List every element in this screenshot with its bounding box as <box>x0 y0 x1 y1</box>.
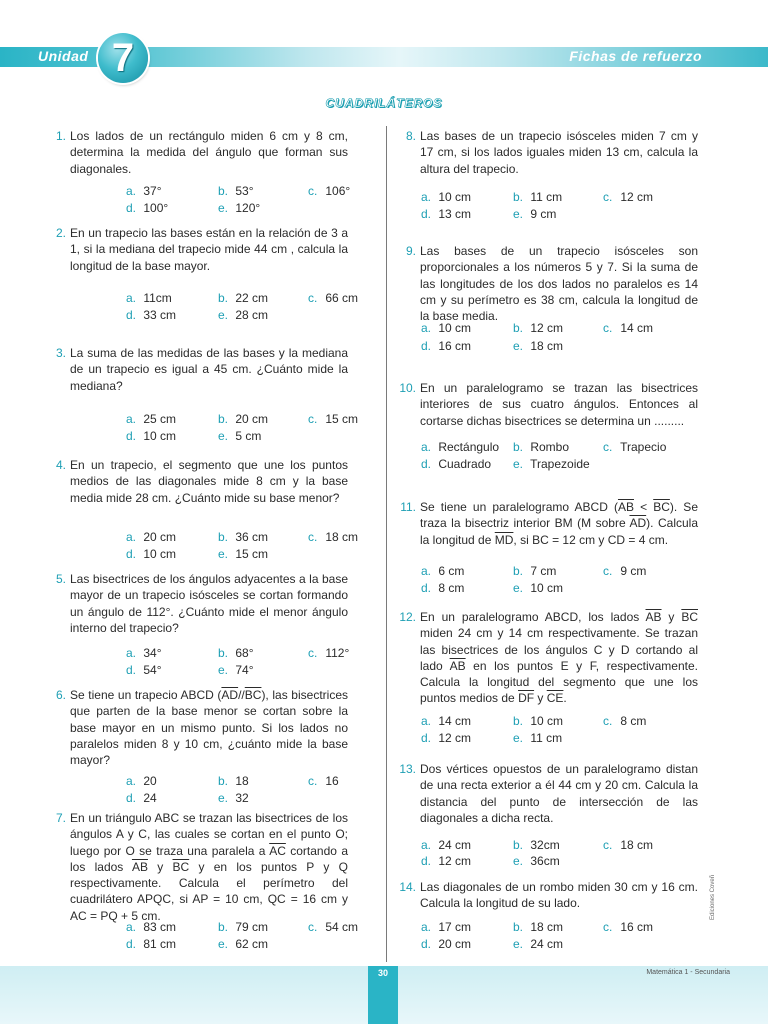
option-b: b. 53° <box>218 184 254 198</box>
question-text: Se tiene un paralelogramo ABCD $(\overline{AB} < \overline{BC})$. Se traza la bisectriz interior BM (M sobre $\overline{AD}$). Calcula la longitud de $\overline{MD}$, si BC = 12 cm y CD = 4 cm. <box>420 500 698 547</box>
option-d: d. 12 cm <box>421 731 472 745</box>
option-d: d. 10 cm <box>126 547 177 561</box>
option-e: e. 5 cm <box>218 429 262 443</box>
option-a: a. 20 <box>126 774 157 788</box>
option-b: b. 22 cm <box>218 291 269 305</box>
option-e: e. Trapezoide <box>513 457 590 471</box>
question-text: Dos vértices opuestos de un paralelogramo distan de una recta exterior a él 44 cm y 20 cm. Calcula la distancia del punto de intersección de las diagonales a dicha recta. <box>420 762 698 825</box>
question-number: 10. <box>399 381 416 395</box>
option-a: a. 83 cm <box>126 920 177 934</box>
option-a: a. Rectángulo <box>421 440 500 454</box>
option-d: d. 81 cm <box>126 937 177 951</box>
option-d: d. 8 cm <box>421 581 465 595</box>
column-divider <box>386 126 387 962</box>
option-a: a. 14 cm <box>421 714 472 728</box>
option-c: c. 54 cm <box>308 920 359 934</box>
question-number: 11. <box>400 500 416 514</box>
question-number: 7. <box>55 811 66 825</box>
question-number: 13. <box>399 762 416 776</box>
option-c: c. 18 cm <box>603 838 654 852</box>
question-number: 8. <box>405 129 416 143</box>
option-c: c. 8 cm <box>603 714 647 728</box>
question-number: 14. <box>399 880 416 894</box>
option-e: e. 10 cm <box>513 581 564 595</box>
option-b: b. 20 cm <box>218 412 269 426</box>
question-text: Las diagonales de un rombo miden 30 cm y 16 cm. Calcula la longitud de su lado. <box>420 880 698 911</box>
question-text: En un trapecio las bases están en la relación de 3 a 1, si la mediana del trapecio mide 44 cm , calcula la longitud de la base mayor. <box>70 226 348 273</box>
option-e: e. 74° <box>218 663 254 677</box>
option-b: b. 68° <box>218 646 254 660</box>
option-e: e. 11 cm <box>513 731 563 745</box>
option-d: d. 12 cm <box>421 854 472 868</box>
option-b: b. Rombo <box>513 440 570 454</box>
question-text: Se tiene un trapecio ABCD $(\overline{AD}//\overline{BC})$, las bisectrices que parten de la base menor se cortan sobre la base mayor en un mismo punto. Si los lados no paralelos miden 8 y 10 cm, ¿cuánto mide la base mayor? <box>70 688 348 768</box>
option-e: e. 9 cm <box>513 207 557 221</box>
question-number: 1. <box>55 129 66 143</box>
option-b: b. 12 cm <box>513 321 564 335</box>
question-text: Las bases de un trapecio isósceles son proporcionales a los números 5 y 7. Si la suma de las longitudes de los dos lados no paralelos es 14 cm y su perímetro es 38 cm, calcula la longitud de la base media. <box>420 244 698 324</box>
option-b: b. 36 cm <box>218 530 269 544</box>
option-d: d. 10 cm <box>126 429 177 443</box>
question-text: Las bases de un trapecio isósceles miden 7 cm y 17 cm, si los lados iguales miden 13 cm, calcula la altura del trapecio. <box>420 129 698 176</box>
option-c: c. 15 cm <box>308 412 359 426</box>
option-b: b. 79 cm <box>218 920 269 934</box>
question-text: La suma de las medidas de las bases y la mediana de un trapecio es igual a 45 cm. ¿Cuánto mide la mediana? <box>70 346 348 393</box>
option-d: d. Cuadrado <box>421 457 492 471</box>
option-d: d. 13 cm <box>421 207 472 221</box>
option-c: c. 66 cm <box>308 291 359 305</box>
option-d: d. 100° <box>126 201 169 215</box>
question-number: 2. <box>55 226 66 240</box>
question-text: En un trapecio, el segmento que une los puntos medios de las diagonales mide 8 cm y la base media mide 28 cm. ¿Cuánto mide su base menor? <box>70 458 348 505</box>
option-e: e. 120° <box>218 201 261 215</box>
option-e: e. 32 <box>218 791 249 805</box>
option-e: e. 18 cm <box>513 339 564 353</box>
option-b: b. 32cm <box>513 838 560 852</box>
option-c: c. 16 cm <box>603 920 654 934</box>
question-number: 5. <box>55 572 66 586</box>
page-number-box <box>368 966 398 1024</box>
option-e: e. 15 cm <box>218 547 269 561</box>
option-a: a. 20 cm <box>126 530 177 544</box>
option-c: c. 16 <box>308 774 339 788</box>
footer-book-title: Matemática 1 - Secundaria <box>646 969 730 976</box>
header-title: Fichas de refuerzo <box>569 48 702 64</box>
option-c: c. 14 cm <box>603 321 654 335</box>
option-c: c. 12 cm <box>603 190 654 204</box>
section-title: CUADRILÁTEROS <box>325 96 443 110</box>
option-e: e. 62 cm <box>218 937 269 951</box>
option-a: a. 34° <box>126 646 162 660</box>
option-a: a. 10 cm <box>421 321 472 335</box>
question-text: En un paralelogramo ABCD, los lados $\overline{AB}$ y $\overline{BC}$ miden 24 cm y 14 cm respectivamente. Se trazan las bisectrices de los ángulos C y D cortando al lado $\overline{AB}$ en los puntos E y F, respectivamente. Calcula la longitud del segmento que une los puntos medios de $\overline{DF}$ y $\overline{CE}$. <box>420 610 698 706</box>
option-a: a. 25 cm <box>126 412 177 426</box>
option-d: d. 16 cm <box>421 339 472 353</box>
option-d: d. 20 cm <box>421 937 472 951</box>
question-number: 12. <box>399 610 416 624</box>
option-a: a. 11cm <box>126 291 172 305</box>
option-c: c. 18 cm <box>308 530 359 544</box>
question-text: Las bisectrices de los ángulos adyacentes a la base mayor de un trapecio isósceles se cortan formando un ángulo de 112°. ¿Cuánto mide el menor ángulo interno del trapecio? <box>70 572 348 635</box>
question-text: Los lados de un rectángulo miden 6 cm y 8 cm, determina la medida del ángulo que forman sus diagonales. <box>70 129 348 176</box>
publisher-credit: Ediciones Coveñ <box>710 874 716 920</box>
question-number: 3. <box>55 346 66 360</box>
option-b: b. 18 cm <box>513 920 564 934</box>
unit-number: 7 <box>111 36 135 80</box>
option-b: b. 11 cm <box>513 190 563 204</box>
unit-label: Unidad <box>38 48 89 64</box>
question-text: En un paralelogramo se trazan las bisectrices interiores de sus cuatro ángulos. Entonces al cortarse dichas bisectrices se determina un ......... <box>420 381 698 428</box>
option-e: e. 24 cm <box>513 937 564 951</box>
question-number: 9. <box>405 244 416 258</box>
option-e: e. 36cm <box>513 854 560 868</box>
question-number: 6. <box>55 688 66 702</box>
page-number: 30 <box>377 968 388 978</box>
option-a: a. 24 cm <box>421 838 472 852</box>
option-b: b. 18 <box>218 774 249 788</box>
option-a: a. 6 cm <box>421 564 465 578</box>
question-text: En un triángulo ABC se trazan las bisectrices de los ángulos A y C, las cuales se cortan en el punto O; luego por O se traza una paralela a $\overline{AC}$ cortando a los lados $\overline{AB}$ y $\overline{BC}$ y en los puntos P y Q respectivamente. Calcula el perímetro del cuadrilátero APQC, si AP = 10 cm, QC = 16 cm y AC = PQ + 5 cm. <box>70 811 348 923</box>
option-a: a. 17 cm <box>421 920 472 934</box>
option-c: c. 9 cm <box>603 564 647 578</box>
option-d: d. 54° <box>126 663 162 677</box>
option-a: a. 10 cm <box>421 190 472 204</box>
option-b: b. 10 cm <box>513 714 564 728</box>
option-c: c. 112° <box>308 646 350 660</box>
option-b: b. 7 cm <box>513 564 557 578</box>
option-e: e. 28 cm <box>218 308 269 322</box>
unit-number-badge <box>98 33 148 83</box>
option-d: d. 24 <box>126 791 157 805</box>
option-c: c. Trapecio <box>603 440 667 454</box>
question-number: 4. <box>55 458 66 472</box>
option-a: a. 37° <box>126 184 162 198</box>
option-d: d. 33 cm <box>126 308 177 322</box>
option-c: c. 106° <box>308 184 351 198</box>
